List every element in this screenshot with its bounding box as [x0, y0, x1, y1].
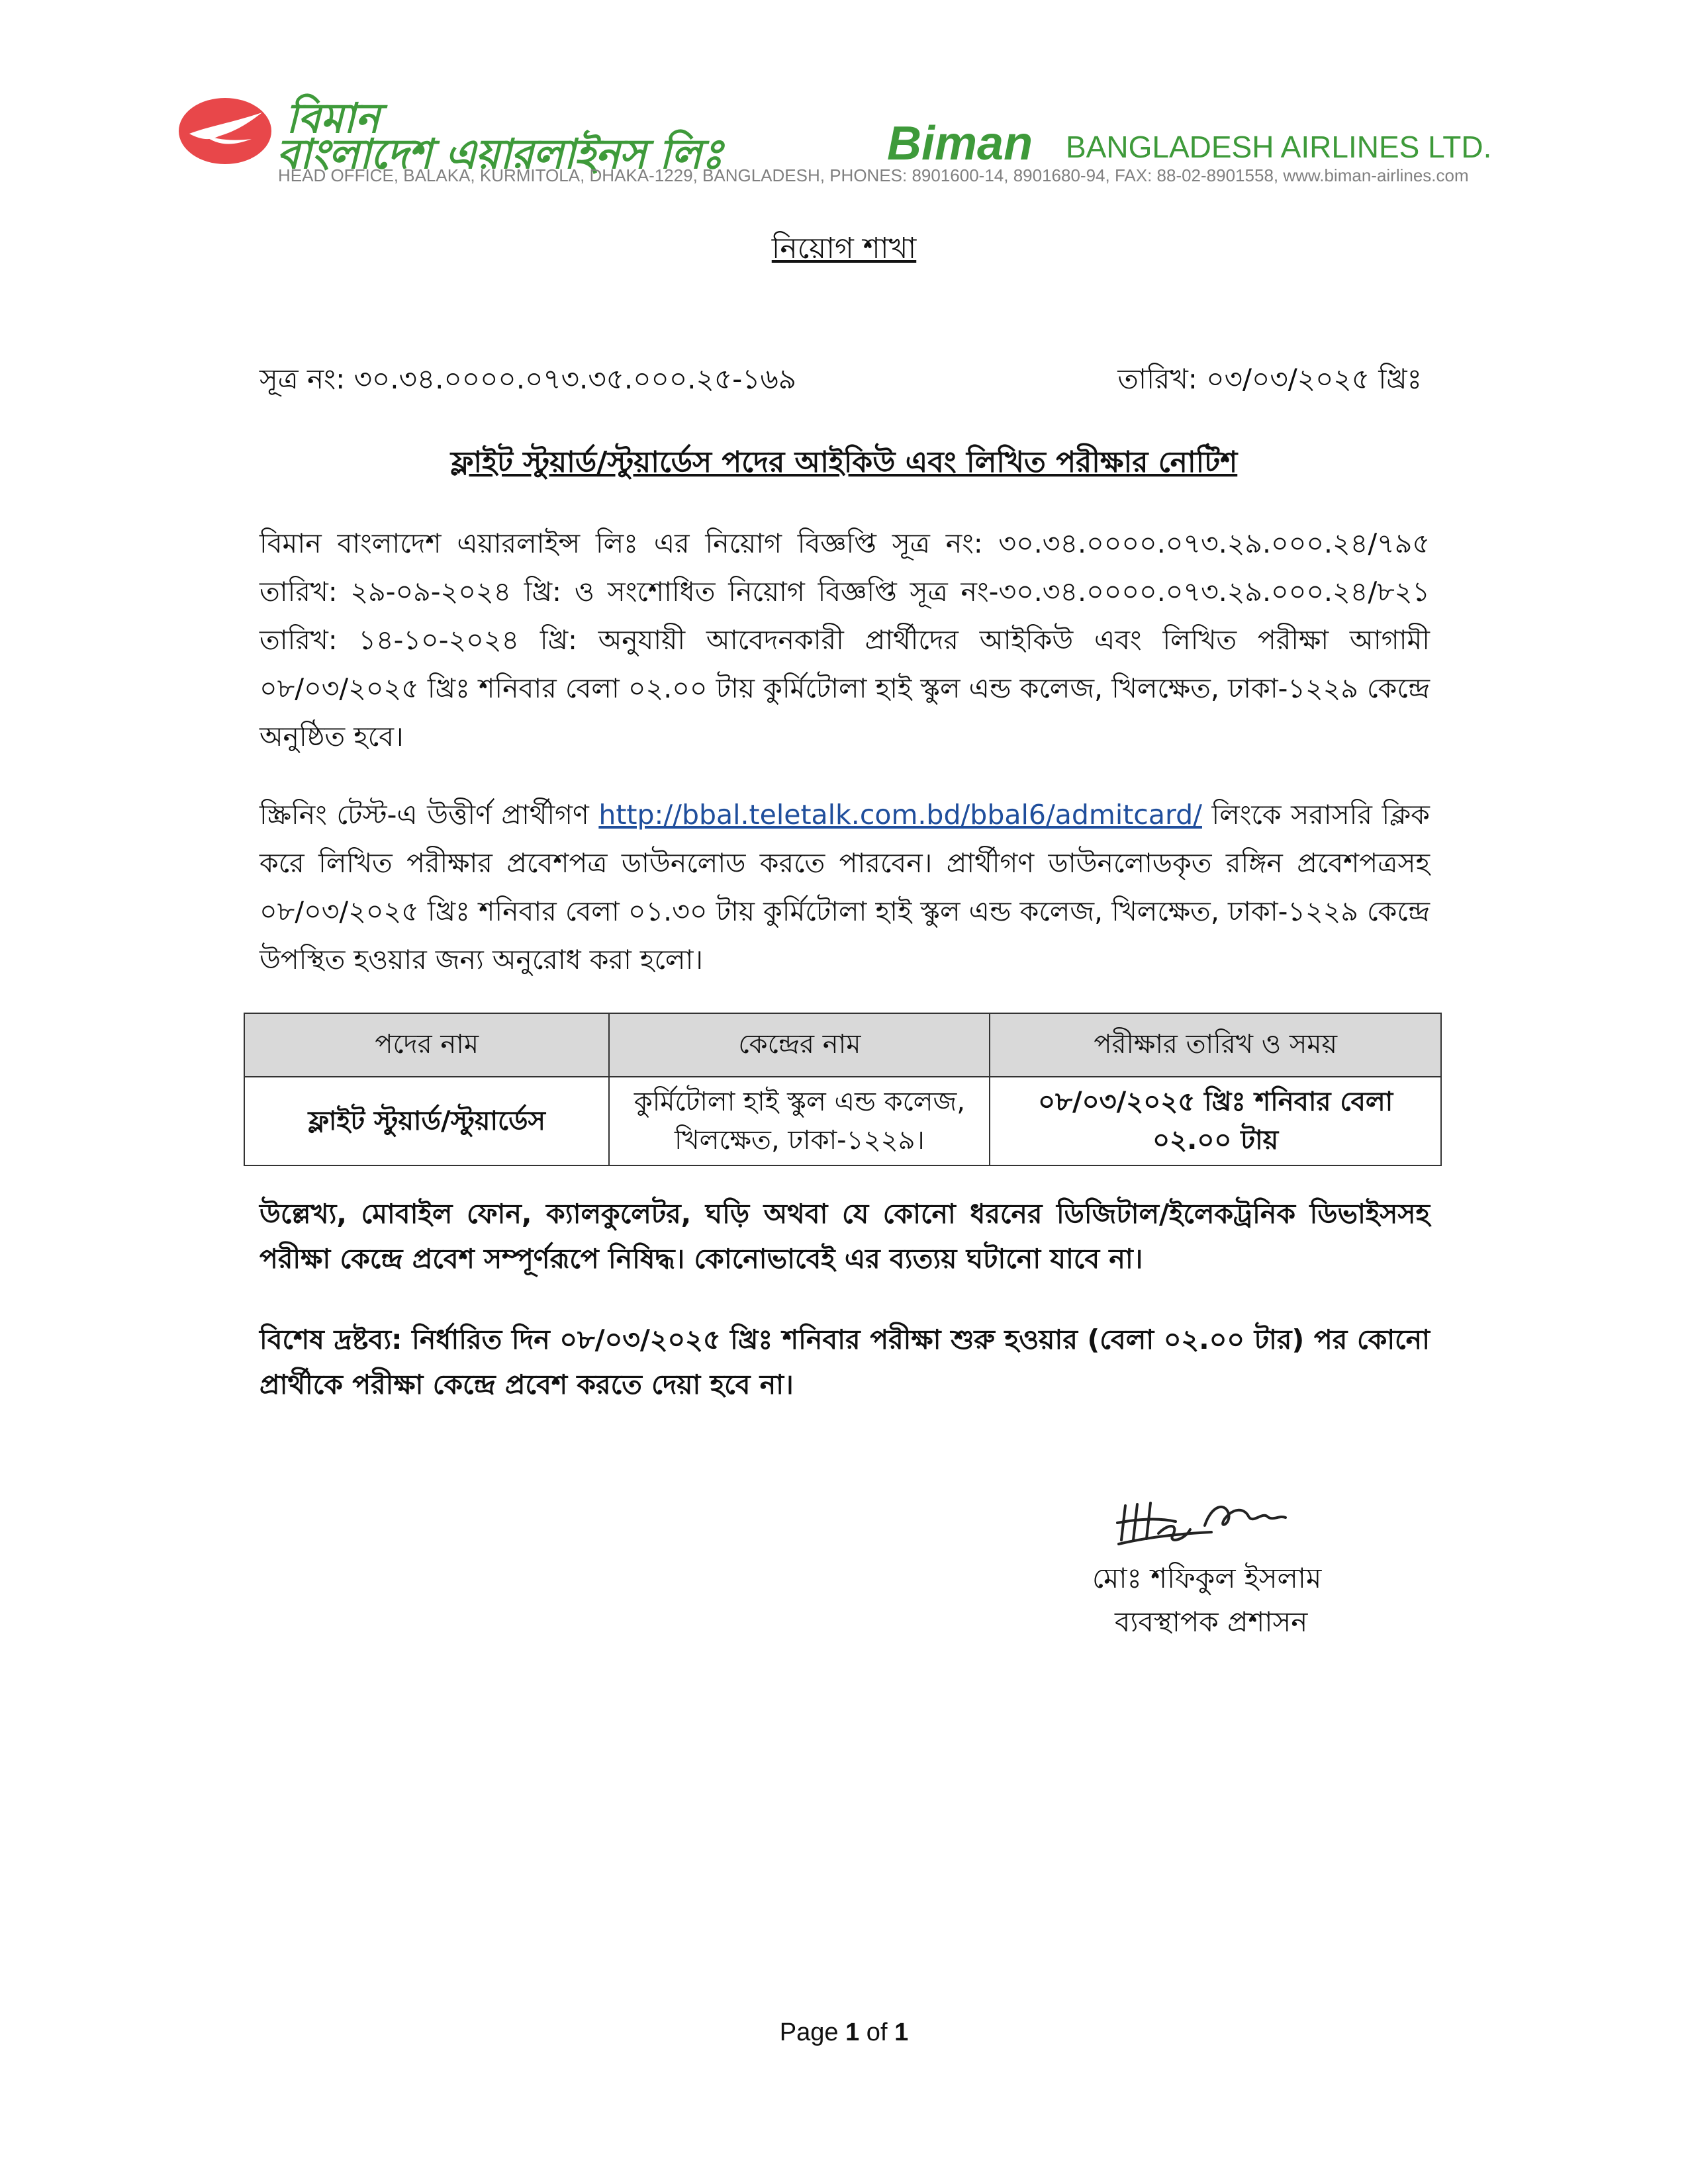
cell-post-name: ফ্লাইট স্টুয়ার্ড/স্টুয়ার্ডেস	[244, 1077, 609, 1165]
paragraph-exam-announcement: বিমান বাংলাদেশ এয়ারলাইন্স লিঃ এর নিয়োগ বিজ্ঞপ্তি সূত্র নং: ৩০.৩৪.০০০০.০৭৩.২৯.০০০.২৪/৭৯৫ তারিখ: ২৯-০৯-২০২৪ খ্রি: ও সংশোধিত নিয়োগ বিজ্ঞপ্তি সূত্র নং-৩০.৩৪.০০০০.০৭৩.২৯.০০০.২৪/৮২১ তারিখ: ১৪-১০-২০২৪ খ্রি: অনুযায়ী আবেদনকারী প্রার্থীদের আইকিউ এবং লিখিত পরীক্ষা আগামী ০৮/০৩/২০২৫ খ্রিঃ শনিবার বেলা ০২.০০ টায় কুর্মিটোলা হাই স্কুল এন্ড কলেজ, খিলক্ষেত, ঢাকা-১২২৯ কেন্দ্রে অনুষ্ঠিত হবে।	[259, 527, 1430, 752]
signatory-title: ব্যবস্থাপক প্রশাসন	[1115, 1606, 1308, 1638]
brand-name-biman: Biman	[887, 117, 1033, 170]
header-center-name: কেন্দ্রের নাম	[609, 1013, 990, 1077]
header-exam-date-time: পরীক্ষার তারিখ ও সময়	[990, 1013, 1441, 1077]
page-of-label: of	[859, 2019, 895, 2046]
notice-date: তারিখ: ০৩/০৩/২০২৫ খ্রিঃ	[1117, 363, 1422, 395]
admit-card-link[interactable]: http://bbal.teletalk.com.bd/bbal6/admitcard/	[598, 799, 1202, 831]
handwritten-signature	[1112, 1492, 1297, 1552]
cell-center-name: কুর্মিটোলা হাই স্কুল এন্ড কলেজ, খিলক্ষেত, ঢাকা-১২২৯।	[609, 1077, 990, 1165]
brand-name-bengali-line2: বাংলাদেশ এয়ারলাইনস লিঃ	[277, 130, 723, 178]
page-label: Page	[779, 2019, 846, 2046]
section-title-text: নিয়োগ শাখা	[771, 232, 917, 265]
table-header-row	[244, 1013, 1441, 1077]
page-number	[0, 2019, 1688, 2047]
head-office-address: HEAD OFFICE, BALAKA, KURMITOLA, DHAKA-1229, BANGLADESH, PHONES: 8901600-14, 8901680-94, FAX: 88-02-8901558, www.biman-airlines.com	[278, 165, 1469, 185]
cell-exam-date-time: ০৮/০৩/২০২৫ খ্রিঃ শনিবার বেলা ০২.০০ টায়	[990, 1077, 1441, 1165]
paragraph-special-note: বিশেষ দ্রষ্টব্য: নির্ধারিত দিন ০৮/০৩/২০২৫ খ্রিঃ শনিবার পরীক্ষা শুরু হওয়ার (বেলা ০২.০০ টার) পর কোনো প্রার্থীকে পরীক্ষা কেন্দ্রে প্রবেশ করতে দেয়া হবে না।	[259, 1324, 1430, 1400]
paragraph-admit-card-rest: লিংকে সরাসরি ক্লিক করে লিখিত পরীক্ষার প্রবেশপত্র ডাউনলোড করতে পারবেন। প্রার্থীগণ ডাউনলোডকৃত রঙ্গিন প্রবেশপত্রসহ ০৮/০৩/২০২৫ খ্রিঃ শনিবার বেলা ০১.৩০ টায় কুর্মিটোলা হাই স্কুল এন্ড কলেজ, খিলক্ষেত, ঢাকা-১২২৯ কেন্দ্রে উপস্থিত হওয়ার জন্য অনুরোধ করা হলো।	[259, 799, 1430, 976]
page-total: 1	[894, 2019, 909, 2046]
brand-name-english: BANGLADESH AIRLINES LTD.	[1066, 130, 1492, 164]
paragraph-admit-card	[259, 791, 1430, 984]
exam-schedule-table	[244, 1013, 1442, 1166]
page-current: 1	[845, 2019, 860, 2046]
signatory-name: মোঃ শফিকুল ইসলাম	[1092, 1562, 1322, 1594]
notice-title	[0, 440, 1688, 488]
reference-number: সূত্র নং: ৩০.৩৪.০০০০.০৭৩.৩৫.০০০.২৫-১৬৯	[259, 363, 797, 395]
table-row	[244, 1077, 1441, 1165]
paragraph-device-prohibition: উল্লেখ্য, মোবাইল ফোন, ক্যালকুলেটর, ঘড়ি অথবা যে কোনো ধরনের ডিজিটাল/ইলেকট্রনিক ডিভাইসসহ পরীক্ষা কেন্দ্রে প্রবেশ সম্পূর্ণরূপে নিষিদ্ধ। কোনোভাবেই এর ব্যত্যয় ঘটানো যাবে না।	[259, 1198, 1430, 1275]
brand-name-bengali-line1: বিমান	[286, 94, 380, 142]
section-title	[0, 226, 1688, 275]
header-post-name: পদের নাম	[244, 1013, 609, 1077]
biman-logo-icon	[177, 93, 277, 165]
paragraph-admit-card-intro: স্ক্রিনিং টেস্ট-এ উত্তীর্ণ প্রার্থীগণ	[259, 799, 599, 831]
notice-title-text: ফ্লাইট স্টুয়ার্ড/স্টুয়ার্ডেস পদের আইকিউ এবং লিখিত পরীক্ষার নোটিশ	[450, 445, 1238, 479]
